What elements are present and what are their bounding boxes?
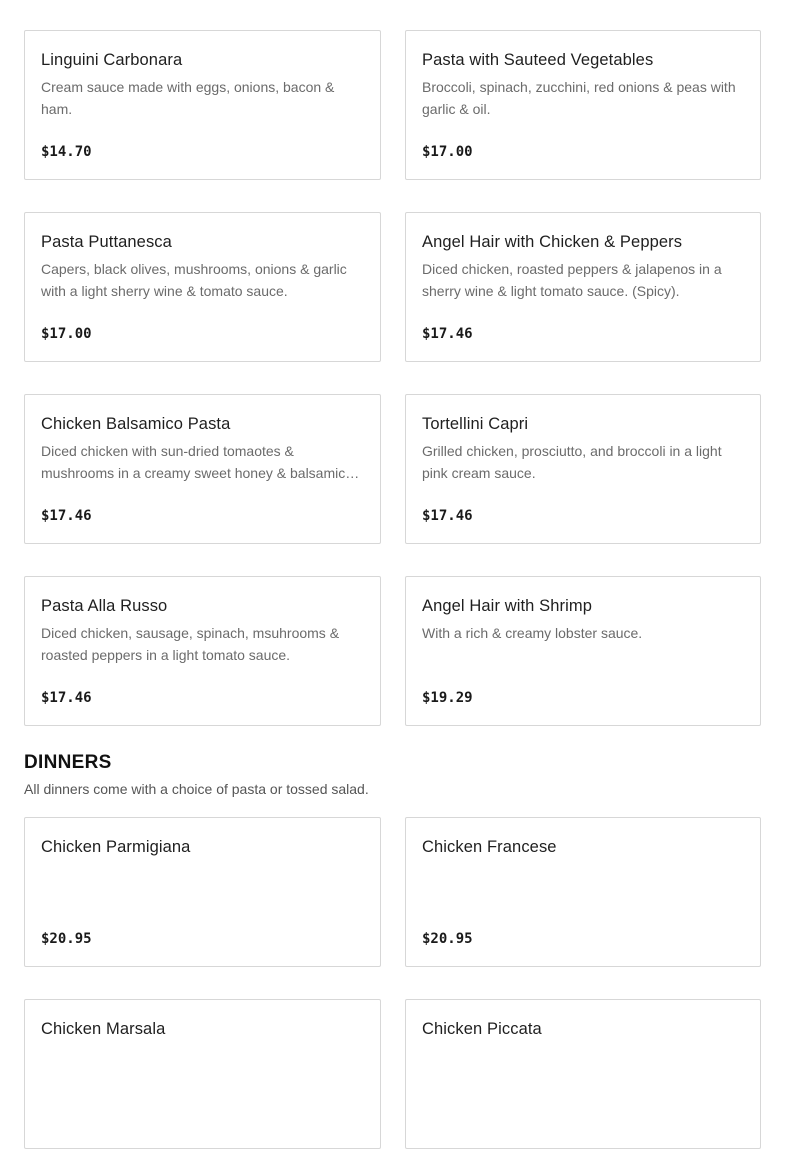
menu-item-name: Chicken Parmigiana bbox=[41, 838, 191, 856]
menu-item-description: Cream sauce made with eggs, onions, bacon & ham. bbox=[41, 79, 335, 117]
menu-item-price: $17.46 bbox=[41, 508, 92, 524]
menu-item-name: Chicken Francese bbox=[422, 838, 557, 856]
menu-item-price: $17.00 bbox=[422, 144, 473, 160]
menu-item-card[interactable] bbox=[405, 999, 761, 1149]
menu-item-card[interactable] bbox=[405, 30, 761, 180]
menu-item-name: Pasta Puttanesca bbox=[41, 233, 172, 251]
section-title: DINNERS bbox=[24, 752, 112, 773]
menu-item-card[interactable] bbox=[405, 817, 761, 967]
menu-item-price: $20.95 bbox=[422, 931, 473, 947]
menu-item-price: $17.00 bbox=[41, 326, 92, 342]
menu-item-card[interactable] bbox=[405, 576, 761, 726]
menu-item-description: Diced chicken, roasted peppers & jalapenos in a sherry wine & light tomato sauce. (Spicy). bbox=[422, 261, 722, 299]
menu-item-card[interactable] bbox=[405, 394, 761, 544]
section-description: All dinners come with a choice of pasta or tossed salad. bbox=[24, 781, 369, 797]
pasta-items-grid bbox=[24, 30, 761, 726]
menu-item-description: Diced chicken, sausage, spinach, msuhrooms & roasted peppers in a light tomato sauce. bbox=[41, 625, 340, 663]
menu-item-price: $20.95 bbox=[41, 931, 92, 947]
menu-item-price: $17.46 bbox=[422, 326, 473, 342]
menu-item-name: Chicken Marsala bbox=[41, 1020, 166, 1038]
menu-item-card[interactable] bbox=[24, 999, 381, 1149]
menu-item-card[interactable] bbox=[24, 817, 381, 967]
menu-item-description: Grilled chicken, prosciutto, and broccoli in a light pink cream sauce. bbox=[422, 443, 722, 481]
menu-item-card[interactable] bbox=[24, 30, 381, 180]
menu-item-price: $14.70 bbox=[41, 144, 92, 160]
menu-item-card[interactable] bbox=[24, 394, 381, 544]
menu-item-name: Chicken Piccata bbox=[422, 1020, 542, 1038]
menu-item-card[interactable] bbox=[24, 576, 381, 726]
menu-item-name: Angel Hair with Chicken & Peppers bbox=[422, 233, 683, 251]
menu-item-card[interactable] bbox=[405, 212, 761, 362]
menu-item-description: Capers, black olives, mushrooms, onions & garlic with a light sherry wine & tomato sauce. bbox=[41, 261, 347, 299]
menu-item-price: $19.29 bbox=[422, 690, 473, 706]
menu-item-description: Diced chicken with sun-dried tomaotes & mushrooms in a creamy sweet honey & balsamic… bbox=[41, 443, 360, 481]
menu-page bbox=[24, 30, 761, 1149]
menu-item-name: Chicken Balsamico Pasta bbox=[41, 415, 231, 433]
dinners-section bbox=[24, 752, 761, 1149]
menu-item-name: Pasta with Sauteed Vegetables bbox=[422, 51, 654, 69]
menu-item-description: With a rich & creamy lobster sauce. bbox=[422, 625, 643, 641]
menu-item-card[interactable] bbox=[24, 212, 381, 362]
menu-item-price: $17.46 bbox=[422, 508, 473, 524]
menu-item-name: Angel Hair with Shrimp bbox=[422, 597, 593, 615]
menu-item-name: Linguini Carbonara bbox=[41, 51, 183, 69]
menu-item-price: $17.46 bbox=[41, 690, 92, 706]
menu-item-description: Broccoli, spinach, zucchini, red onions & peas with garlic & oil. bbox=[422, 79, 736, 117]
dinners-items-grid bbox=[24, 817, 761, 1149]
menu-item-name: Pasta Alla Russo bbox=[41, 597, 168, 615]
menu-item-name: Tortellini Capri bbox=[422, 415, 529, 433]
